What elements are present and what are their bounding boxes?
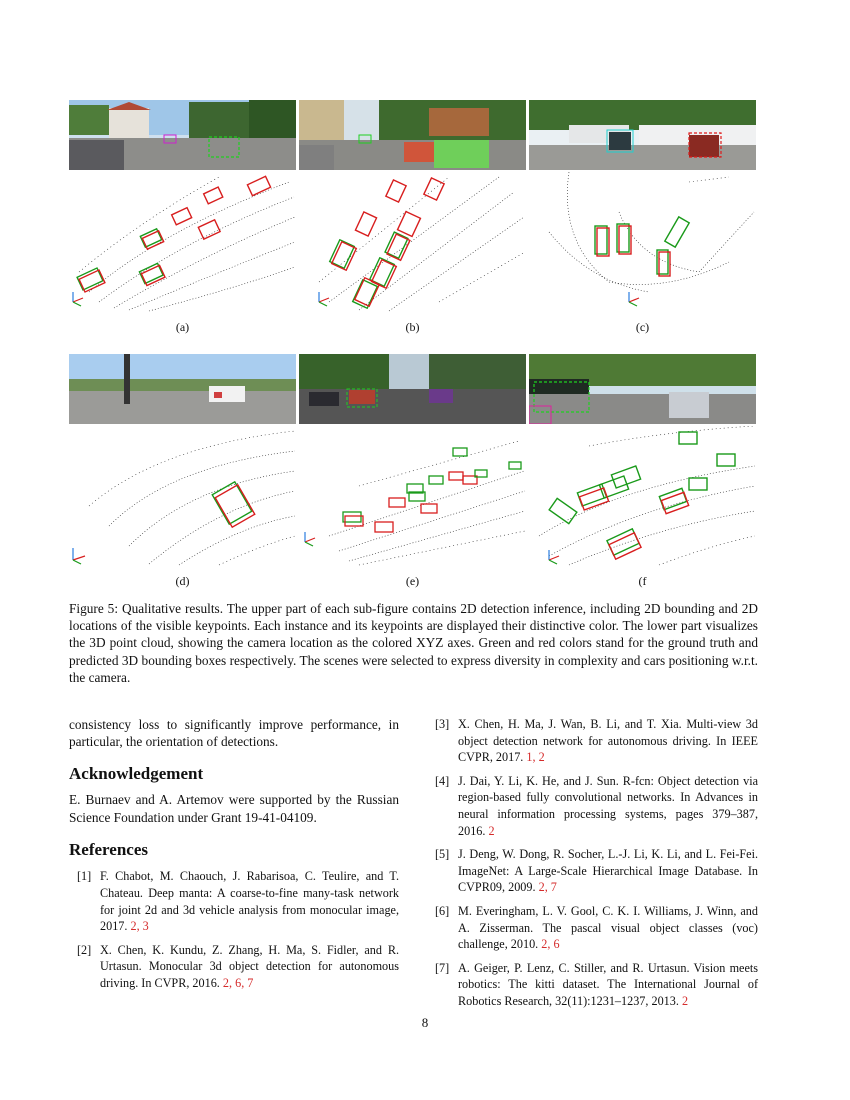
reference-number: [4]: [435, 773, 450, 788]
reference-text: X. Chen, H. Ma, J. Wan, B. Li, and T. Xia. Multi-view 3d object detection network for autonomous driving. In IEEE CVPR, 2017.: [458, 717, 758, 765]
point-cloud-a: [69, 172, 296, 312]
reference-item: [435, 903, 758, 953]
camera-image-a: [69, 100, 296, 170]
reference-text: J. Deng, W. Dong, R. Socher, L.-J. Li, K. Li, and L. Fei-Fei. ImageNet: A Large-Scale Hierarchical Image Database. In CVPR09, 2009.: [458, 847, 758, 895]
camera-image-e: [299, 354, 526, 424]
acknowledgement-heading: Acknowledgement: [69, 763, 204, 783]
reference-backlinks[interactable]: 2: [488, 823, 495, 838]
right-column: [435, 716, 758, 1017]
reference-backlinks[interactable]: 2, 6, 7: [222, 976, 254, 990]
point-cloud-c: [529, 172, 756, 312]
reference-number: [1]: [77, 869, 92, 884]
reference-number: [3]: [435, 717, 450, 731]
point-cloud-d: [69, 426, 296, 566]
panel-label-f: (f: [638, 574, 647, 588]
reference-item: [435, 846, 758, 896]
reference-text: X. Chen, K. Kundu, Z. Zhang, H. Ma, S. Fidler, and R. Urtasun. Monocular 3d object detection for autonomous driving. In CVPR, 2016.: [100, 942, 399, 990]
references-list-left: [69, 868, 399, 991]
reference-text: J. Dai, Y. Li, K. He, and J. Sun. R-fcn: Object detection via region-based fully convolutional networks. In Advances in neural information processing systems, pages 379–387, 2016.: [458, 773, 758, 838]
acknowledgement-text: E. Burnaev and A. Artemov were supported by the Russian Science Foundation under Grant 19-41-04109.: [69, 792, 399, 825]
camera-image-f: [529, 354, 756, 424]
reference-backlinks[interactable]: 2, 6: [541, 937, 560, 952]
reference-backlinks[interactable]: 2, 3: [130, 919, 149, 934]
reference-number: [7]: [435, 960, 450, 975]
panel-label-c: (c): [635, 320, 650, 334]
camera-image-d: [69, 354, 296, 424]
panel-label-b: (b): [405, 320, 420, 334]
reference-text: M. Everingham, L. V. Gool, C. K. I. Williams, J. Winn, and A. Zisserman. The pascal visual object classes (voc) challenge, 2010.: [458, 903, 758, 952]
reference-backlinks[interactable]: 2: [681, 993, 689, 1008]
reference-number: [6]: [435, 903, 450, 918]
reference-number: [5]: [435, 847, 450, 862]
reference-item: [435, 773, 758, 839]
reference-item: [435, 960, 758, 1010]
reference-text: A. Geiger, P. Lenz, C. Stiller, and R. Urtasun. Vision meets robotics: The kitti dataset. The International Journal of Robotics Research, 32(11):1231–1237, 2013.: [458, 960, 758, 1008]
references-list-right: [435, 716, 758, 1010]
panel-label-a: (a): [175, 320, 190, 334]
page-number: 8: [421, 1015, 429, 1030]
point-cloud-e: [299, 426, 526, 566]
figure-caption: Figure 5: Qualitative results. The upper part of each sub-figure contains 2D detection inference, including 2D bounding and 2D locations of the visible keypoints. Each instance and its keypoints are displayed their distinctive color. The lower part visualizes the 3D point cloud, showing the camera location as the colored XYZ axes. Green and red colors stand for the ground truth and predicted 3D bounding boxes respectively. The scenes were selected to express diversity in complexity and cars positioning w.r.t. the camera.: [69, 601, 758, 685]
intro-paragraph: consistency loss to significantly improve performance, in particular, the orientation of detections.: [69, 717, 399, 750]
reference-text: F. Chabot, M. Chaouch, J. Rabarisoa, C. Teulire, and T. Chateau. Deep manta: A coarse-to-fine many-task network for joint 2d and 3d vehicle analysis from monocular image, 2017.: [100, 869, 399, 934]
reference-item: [77, 942, 399, 992]
reference-backlinks[interactable]: 2, 7: [538, 880, 557, 895]
panel-label-e: (e): [405, 574, 420, 588]
reference-item: [77, 868, 399, 934]
left-column: [69, 716, 399, 999]
reference-backlinks[interactable]: 1, 2: [526, 750, 545, 765]
reference-number: [2]: [77, 942, 92, 957]
panel-label-d: (d): [175, 574, 190, 588]
reference-item: [435, 716, 758, 766]
camera-image-c: [529, 100, 756, 170]
camera-image-b: [299, 100, 526, 170]
references-heading: References: [69, 840, 148, 860]
point-cloud-f: [529, 426, 756, 566]
point-cloud-b: [299, 172, 526, 312]
